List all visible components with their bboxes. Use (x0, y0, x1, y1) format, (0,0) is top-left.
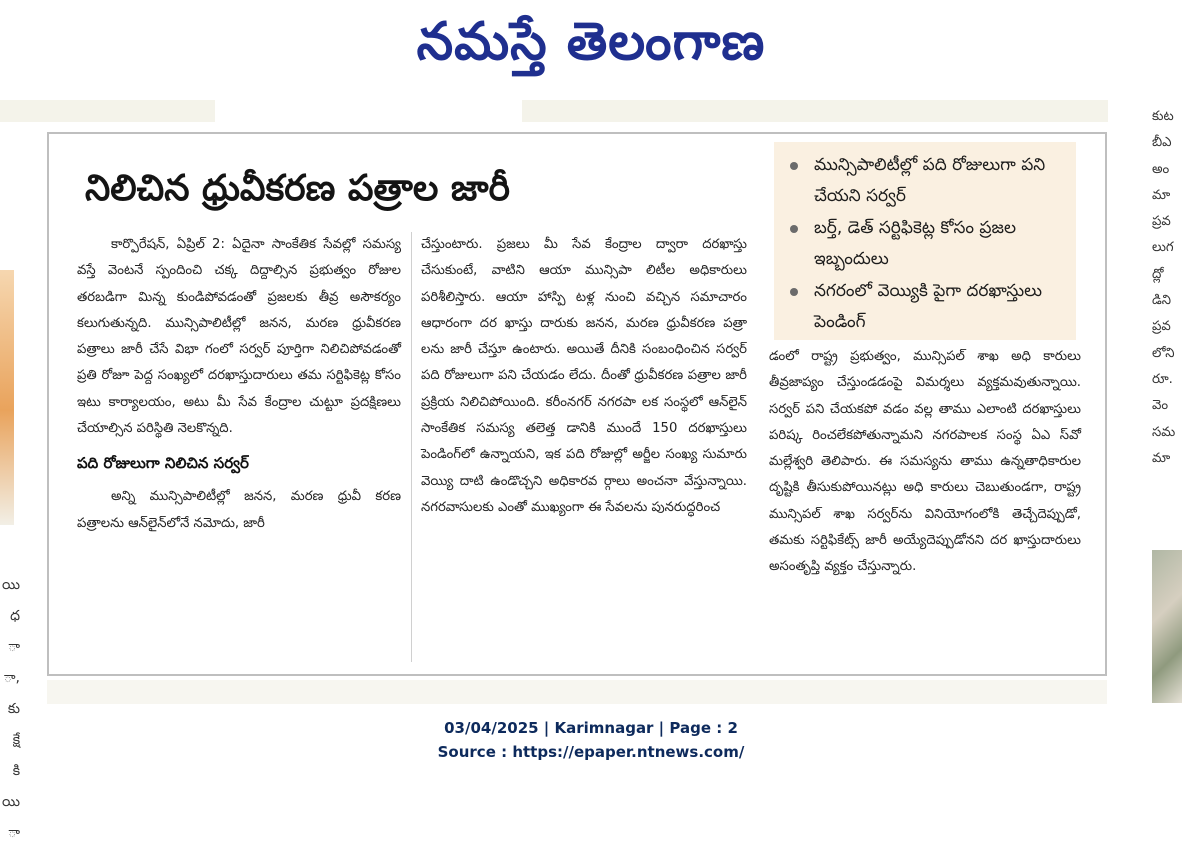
article-headline: నిలిచిన ధ్రువీకరణ పత్రాల జారీ (85, 168, 510, 209)
highlight-item: నగరంలో వెయ్యికి పైగా దరఖాస్తులు పెండింగ్ (786, 276, 1066, 338)
article-paragraph: అన్ని మున్సిపాలిటీల్లో జనన, మరణ ధ్రువీ కరణ పత్రాలను ఆన్‌లైన్‌లోనే నమోదు, జారీ (77, 489, 401, 531)
right-adjacent-column (1140, 100, 1182, 703)
article-paragraph: కార్పొరేషన్, ఏప్రిల్ 2: ఏదైనా సాంకేతిక సేవల్లో సమస్య వస్తే వెంటనే స్పందించి చక్క దిద్దాల్సిన ప్రభుత్వం రోజుల తరబడిగా మిన్న కుండిపోవడంతో ప్రజలకు తీవ్ర అసౌకర్యం కలుగుతున్నది. మున్సిపాలిటీల్లో జనన, మరణ ధ్రువీకరణ పత్రాలు జారీ చేసే విభా గంలో సర్వర్ పూర్తిగా నిలిచిపోవడంతో ప్రతి రోజూ పెద్ద సంఖ్యలో దరఖాస్తుదారులు తమ సర్టిఫికెట్ల కోసం ఇటు కార్యాలయం, అటు మీ సేవ కేంద్రాల చుట్టూ ప్రదక్షిణలు చేయాల్సిన పరిస్థితి నెలకొన్నది. (77, 237, 401, 437)
page-footer (0, 716, 1182, 764)
left-edge-text: యి ధ ా ా, కు క్షే కి యి ా (1, 577, 20, 841)
right-edge-text: కుట బీఎ అం మా ప్రవ లుగ ద్లో డిని ప్రవ లోని రూ. వెం సమ మా (1152, 109, 1176, 466)
article-column-1 (77, 232, 401, 662)
highlights-box (774, 142, 1076, 340)
highlight-item: మున్సిపాలిటీల్లో పది రోజులుగా పని చేయని సర్వర్ (786, 150, 1066, 212)
left-adjacent-column (0, 100, 44, 841)
highlights-list (786, 150, 1066, 338)
newspaper-title: నమస్తే తెలంగాణ (416, 12, 766, 72)
article-paragraph: డంలో రాష్ట్ర ప్రభుత్వం, మున్సిపల్ శాఖ అధి కారులు తీవ్రజాప్యం చేస్తుండడంపై విమర్శలు వ్యక్తమవుతున్నాయి. సర్వర్ పని చేయకపో వడం వల్ల తాము ఎలాంటి దరఖాస్తులు పరిష్క రించలేకపోతున్నామని నగరపాలక సంస్థ ఏఎ స్‌వో మల్లేశ్వరి తెలిపారు. ఈ సమస్యను తాము ఉన్నతాధికారుల దృష్టికి తీసుకుపోయినట్లు అధి కారులు చెబుతుండగా, రాష్ట్ర మున్సిపల్ శాఖ సర్వర్‌ను వినియోగంలోకి తెచ్చేదెప్పుడో, తమకు సర్టిఫికేట్స్ జారీ అయ్యేదెప్పుడోనని దర ఖాస్తుదారులు అసంతృప్తి వ్యక్తం చేస్తున్నారు. (769, 349, 1081, 575)
article-subheading: పది రోజులుగా నిలిచిన సర్వర్ (77, 454, 249, 473)
header-strip-right (522, 100, 1108, 122)
bottom-strip (47, 680, 1107, 704)
masthead (0, 0, 1182, 92)
article-column-3 (769, 344, 1081, 664)
highlight-item: బర్త్, డెత్ సర్టిఫికెట్ల కోసం ప్రజల ఇబ్బందులు (786, 213, 1066, 275)
column-divider (411, 232, 412, 662)
edition-info: 03/04/2025 | Karimnagar | Page : 2 (444, 719, 738, 737)
adjacent-photo-right (1152, 550, 1182, 703)
article-paragraph: చేస్తుంటారు. ప్రజలు మీ సేవ కేంద్రాల ద్వారా దరఖాస్తు చేసుకుంటే, వాటిని ఆయా మున్సిపా లిటీల అధికారులు పరిశీలిస్తారు. ఆయా హాస్పి టళ్ల నుంచి వచ్చిన సమాచారం ఆధారంగా దర ఖాస్తు దారుకు జనన, మరణ ధ్రువీకరణ పత్రా లను జారీ చేస్తూ ఉంటారు. అయితే దీనికి సంబంధించిన సర్వర్ పది రోజులుగా పని చేయడం లేదు. దీంతో ధ్రువీకరణ పత్రాల జారీ ప్రక్రియ నిలిచిపోయింది. కరీంనగర్ నగరపా లక సంస్థలో ఆన్‌లైన్ సాంకేతిక సమస్య తలెత్త డానికి ముందే 150 దరఖాస్తులు పెండింగ్‌లో ఉన్నాయని, ఇక పది రోజుల్లో అర్జీల సంఖ్య సుమారు వెయ్యి దాటి ఉండొచ్చని అధికారవ ర్గాలు అంచనా వేస్తున్నాయి. నగరవాసులకు ఎంతో ముఖ్యంగా ఈ సేవలను పునరుద్ధరించ (421, 237, 747, 515)
article-column-2 (421, 232, 747, 662)
news-article (47, 132, 1107, 676)
source-link[interactable]: Source : https://epaper.ntnews.com/ (437, 743, 745, 761)
adjacent-photo-left (0, 270, 14, 525)
